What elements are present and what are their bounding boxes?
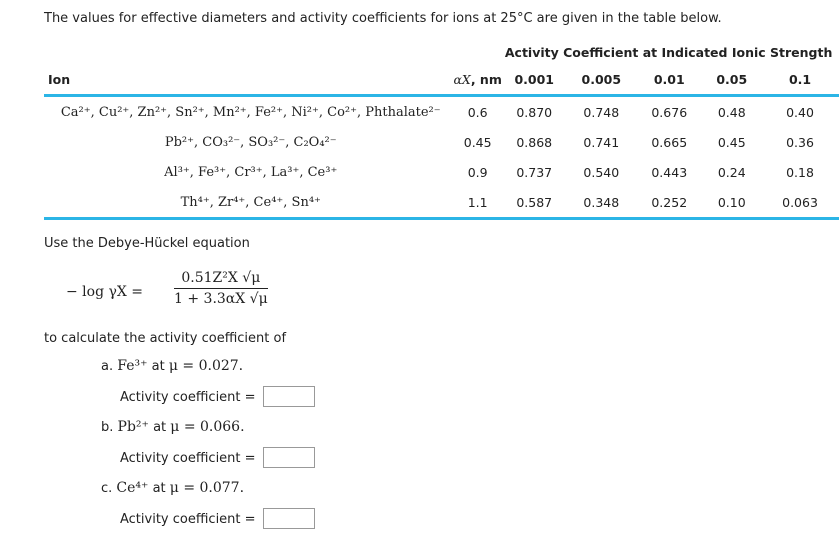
value-cell: 0.741: [583, 134, 620, 150]
value-cell: 0.252: [636, 187, 702, 219]
value-cell: 0.348: [567, 187, 636, 219]
equation-fraction: [174, 270, 268, 307]
calc-instruction: to calculate the activity coefficient of: [44, 331, 287, 346]
value-cell: 0.18: [786, 164, 814, 180]
answer-label-c: Activity coefficient =: [120, 512, 256, 527]
question-letter: a.: [101, 359, 114, 374]
ionic-strength-header: 0.1: [761, 64, 839, 96]
activity-coefficient-input-b[interactable]: [263, 447, 315, 468]
activity-table-container: [44, 40, 839, 220]
question-species: Pb²⁺: [117, 419, 149, 435]
answer-label-b: Activity coefficient =: [120, 451, 256, 466]
alpha-header: [453, 64, 501, 96]
alpha-header-symbol: αX: [453, 71, 471, 87]
question-c: [101, 480, 244, 496]
ion-cell: Al³⁺, Fe³⁺, Cr³⁺, La³⁺, Ce³⁺: [164, 164, 338, 180]
alpha-cell: 0.9: [467, 164, 488, 180]
value-cell: 0.748: [583, 104, 620, 120]
question-letter: c.: [101, 481, 113, 496]
question-species: Ce⁴⁺: [116, 480, 149, 496]
ionic-strength-header: 0.001: [502, 64, 567, 96]
equation-lhs: − log γX =: [66, 284, 144, 300]
question-condition: μ = 0.066.: [170, 419, 245, 435]
question-at: at: [152, 481, 166, 496]
debye-huckel-equation: [66, 270, 296, 318]
question-condition: μ = 0.077.: [169, 480, 245, 496]
ion-header: Ion: [44, 64, 453, 96]
value-cell: 0.868: [516, 134, 553, 150]
alpha-cell: 0.6: [467, 104, 488, 120]
ion-cell: Ca²⁺, Cu²⁺, Zn²⁺, Sn²⁺, Mn²⁺, Fe²⁺, Ni²⁺, Co²⁺, Phthalate²⁻: [60, 104, 441, 120]
question-a: [101, 358, 243, 374]
value-cell: 0.676: [651, 104, 688, 120]
ion-cell: Pb²⁺, CO₃²⁻, SO₃²⁻, C₂O₄²⁻: [164, 134, 337, 150]
ion-cell: Th⁴⁺, Zr⁴⁺, Ce⁴⁺, Sn⁴⁺: [44, 187, 453, 219]
alpha-cell: 0.45: [463, 134, 492, 150]
value-cell: 0.443: [651, 164, 688, 180]
value-cell: 0.48: [717, 104, 746, 120]
value-cell: 0.870: [516, 104, 553, 120]
value-cell: 0.36: [786, 134, 814, 150]
table-row: [44, 96, 839, 128]
alpha-cell: 1.1: [453, 187, 501, 219]
activity-coefficient-table: [44, 40, 839, 220]
group-header: Activity Coefficient at Indicated Ionic Strength: [504, 44, 833, 60]
value-cell: 0.587: [502, 187, 567, 219]
value-cell: 0.540: [583, 164, 620, 180]
value-cell: 0.10: [702, 187, 761, 219]
value-cell: 0.665: [651, 134, 688, 150]
instruction-text: Use the Debye-Hückel equation: [44, 236, 250, 251]
intro-text: The values for effective diameters and activity coefficients for ions at 25°C are given in the table below.: [44, 11, 722, 26]
table-row: [44, 157, 839, 187]
value-cell: 0.40: [786, 104, 814, 120]
ionic-strength-header: 0.005: [567, 64, 636, 96]
table-row: [44, 127, 839, 157]
value-cell: 0.45: [717, 134, 746, 150]
value-cell: 0.24: [717, 164, 746, 180]
question-at: at: [151, 359, 165, 374]
question-b: [101, 419, 245, 435]
answer-label-a: Activity coefficient =: [120, 390, 256, 405]
activity-coefficient-input-c[interactable]: [263, 508, 315, 529]
equation-numerator: 0.51Z²X √μ: [181, 270, 261, 286]
table-row: [44, 187, 839, 219]
value-cell: 0.737: [516, 164, 553, 180]
equation-denominator: 1 + 3.3αX √μ: [174, 291, 268, 307]
value-cell: 0.063: [761, 187, 839, 219]
activity-coefficient-input-a[interactable]: [263, 386, 315, 407]
ionic-strength-header: 0.05: [702, 64, 761, 96]
question-condition: μ = 0.027.: [168, 358, 244, 374]
question-letter: b.: [101, 420, 114, 435]
ionic-strength-header: 0.01: [636, 64, 702, 96]
alpha-header-unit: , nm: [470, 71, 502, 87]
question-species: Fe³⁺: [117, 358, 148, 374]
question-at: at: [153, 420, 167, 435]
